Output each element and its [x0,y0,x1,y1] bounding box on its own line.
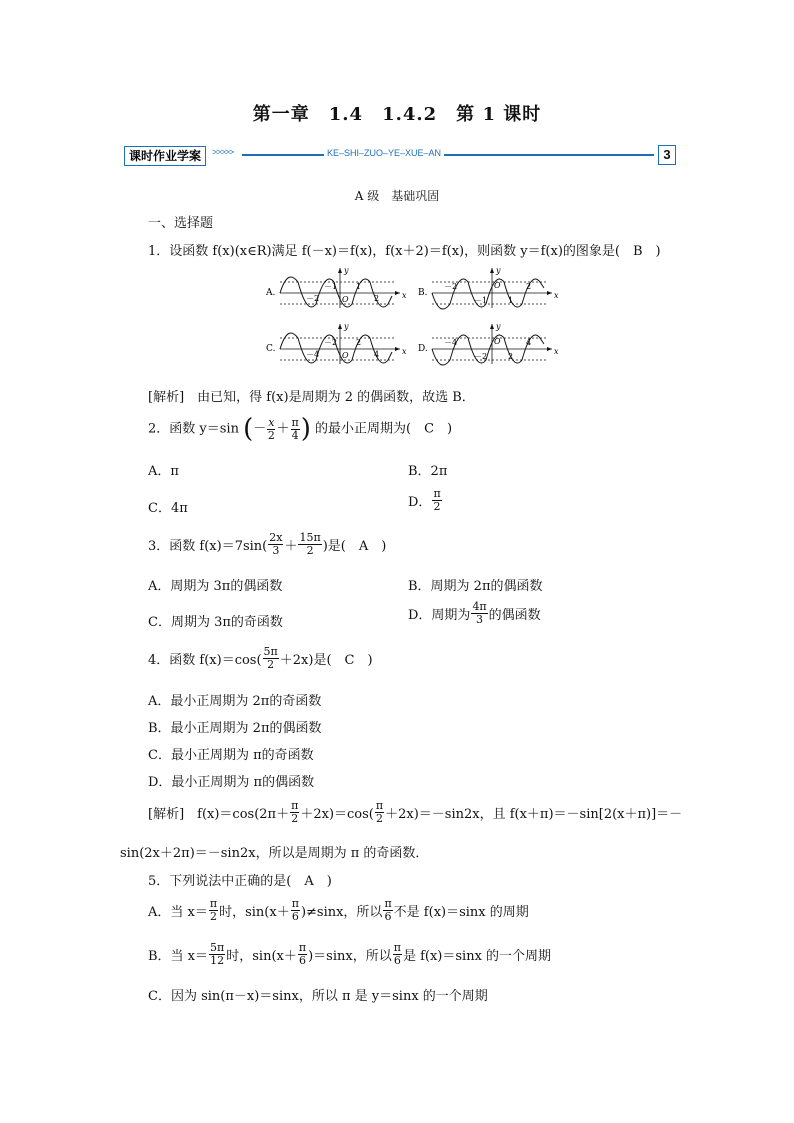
graph-a-tick-3: 2 [374,294,380,303]
q3-opt-b: B．周期为 2π的偶函数 [408,579,543,594]
q2-mid: 的最小正周期为( C ) [315,421,453,437]
graph-a-x: x [402,291,407,300]
graph-b-tick-0: －2 [444,282,458,291]
graph-a-label: A. [266,288,276,298]
q4-stem: 4．函数 f(x)＝cos( $\frac{5\pi}{2}$ ＋2x)是( C ) [148,645,373,671]
graph-b-x: x [554,291,559,300]
q2-neg: － [253,421,267,437]
q2-frac-pi: $\frac{\pi}{4}$ [291,415,299,442]
q1-graphs [262,264,562,368]
graph-c-label: C. [266,344,276,354]
band-number: 3 [658,145,676,165]
graph-d-tick-1: －2 [474,352,488,361]
graph-d-tick-3: 4 [526,338,532,347]
q4-analysis-line1: [解析] f(x)＝cos(2π＋ $\frac{\pi}{2}$ ＋2x)＝cos( $\frac{\pi}{2}$ ＋2x)＝－sin2x，且 f(x＋π)＝－sin[2(x＋π)]＝－ [148,799,683,825]
q4-opt-a: A．最小正周期为 2π的奇函数 [148,694,322,709]
graph-b-origin: O [494,281,501,290]
q1-stem: 1．设函数 f(x)(x∈R)满足 f(－x)＝f(x)，f(x＋2)＝f(x)，则函数 y＝f(x)的图象是( B ) [148,244,661,259]
q2-stem: 2．函数 y＝sin (－ $\frac{x}{2}$ ＋ $\frac{\pi}{4}$ ) 的最小正周期为( C ) [148,414,453,444]
graph-d [418,322,559,365]
page-title: 第一章 1.4 1.4.2 第 1 课时 [252,104,542,125]
q4-opt-c: C．最小正周期为 π的奇函数 [148,748,314,763]
q2-pre: 2．函数 y＝sin [148,421,239,437]
q2-plus: ＋ [276,421,290,437]
band-pinyin: KE–SHI–ZUO–YE–XUE–AN [324,148,444,158]
graph-b-label: B. [418,288,428,298]
graph-a-origin: O [342,295,349,304]
graph-b-tick-3: 2 [526,282,532,291]
graph-a-tick-1: －1 [324,282,338,291]
graph-b [418,266,559,309]
graph-d-label: D. [418,344,428,354]
graph-c-origin: O [342,351,349,360]
level-heading: A 级 基础巩固 [354,189,440,203]
q4-analysis-line2: sin(2x＋2π)＝－sin2x，所以是周期为 π 的奇函数． [120,846,429,861]
q2-opt-b: B．2π [408,464,448,479]
graph-c-tick-2: 2 [356,338,362,347]
q4-opt-d: D．最小正周期为 π的偶函数 [148,775,315,790]
q2-opt-c: C．4π [148,501,188,516]
graph-a-y: y [344,266,349,275]
q2-opt-d-frac: $\frac{\pi}{2}$ [433,487,441,513]
graph-b-tick-1: －1 [474,296,488,305]
header-band [124,146,676,166]
band-line [242,154,654,156]
q5-opt-b: B．当 x＝ $\frac{5\pi}{12}$ 时，sin(x＋ $\frac{\pi}{6}$ )＝sinx，所以 $\frac{\pi}{6}$ 是 f(x)＝sinx 的一个周期 [148,941,552,967]
graph-c [266,322,407,364]
graph-b-y: y [496,266,501,275]
graph-a-tick-2: 1 [356,282,362,291]
graph-d-x: x [554,347,559,356]
graph-c-tick-1: －2 [324,338,338,347]
graph-b-tick-2: 1 [508,296,514,305]
q5-opt-a: A．当 x＝ $\frac{\pi}{2}$ 时，sin(x＋ $\frac{\pi}{6}$ )≠sinx，所以 $\frac{\pi}{6}$ 不是 f(x)＝sinx 的周期 [148,897,529,923]
q2-opt-a: A．π [148,464,179,479]
band-label: 课时作业学案 [124,146,206,166]
q3-opt-d: D．周期为 $\frac{4\pi}{3}$ 的偶函数 [408,600,541,626]
q5-opt-c: C．因为 sin(π－x)＝sinx，所以 π 是 y＝sinx 的一个周期 [148,989,488,1004]
band-arrows: >>>>> [212,147,234,157]
q1-analysis: [解析] 由已知，得 f(x)是周期为 2 的偶函数，故选 B． [148,390,475,405]
graph-c-tick-0: －4 [306,350,320,359]
section-heading: 一、选择题 [148,216,214,231]
graph-d-tick-2: 2 [508,352,514,361]
graph-c-tick-3: 4 [374,350,380,359]
graph-d-y: y [496,322,501,331]
q3-opt-a: A．周期为 3π的偶函数 [148,579,283,594]
graph-a [265,266,407,308]
q4-opt-b: B．最小正周期为 2π的偶函数 [148,721,322,736]
graph-d-tick-0: －4 [444,338,458,347]
q3-opt-c: C．周期为 3π的奇函数 [148,615,283,630]
q5-stem: 5．下列说法中正确的是( A ) [148,874,332,889]
q3-stem: 3．函数 f(x)＝7sin( $\frac{2x}{3}$ ＋ $\frac{15\pi}{2}$ )是( A ) [148,531,387,557]
q2-frac-x: $\frac{x}{2}$ [267,415,275,442]
graph-c-y: y [344,322,349,331]
graph-a-tick-0: －2 [306,294,320,303]
graph-d-origin: O [494,337,501,346]
graph-c-x: x [402,347,407,356]
q2-opt-d: D． $\frac{\pi}{2}$ [408,487,441,513]
